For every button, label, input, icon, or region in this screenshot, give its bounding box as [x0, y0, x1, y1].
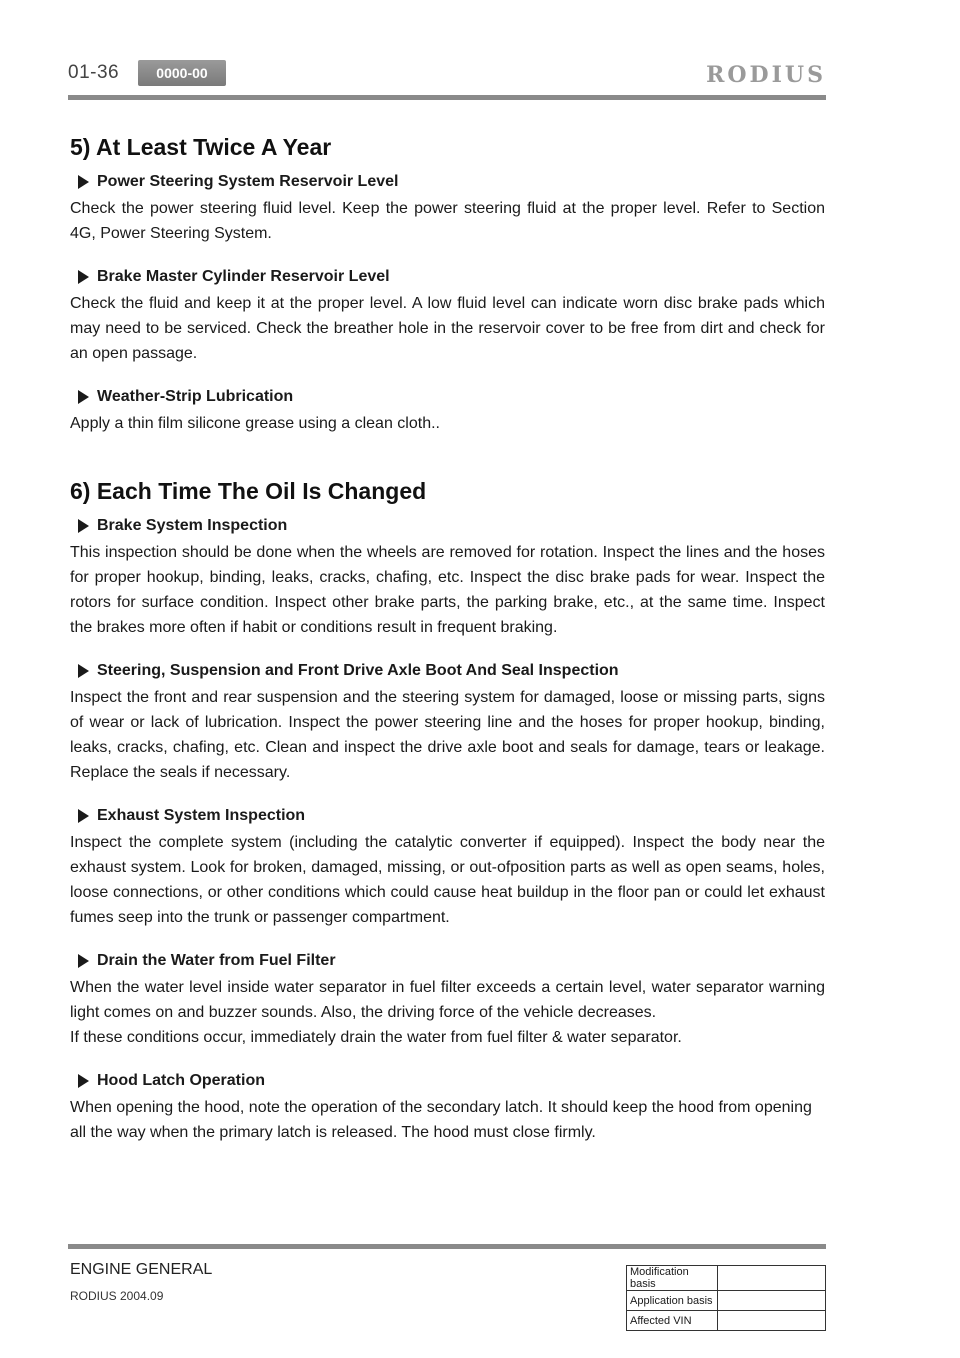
triangle-bullet-icon [78, 1074, 89, 1088]
list-item [70, 1072, 825, 1145]
table-cell-value [718, 1291, 826, 1311]
footer-subtitle: RODIUS 2004.09 [70, 1289, 164, 1303]
section-title: 5) At Least Twice A Year [70, 134, 332, 160]
table-row [627, 1291, 826, 1311]
triangle-bullet-icon [78, 664, 89, 678]
section [70, 134, 825, 436]
list-item [70, 662, 825, 785]
table-cell-label: Application basis [627, 1291, 718, 1311]
table-row [627, 1311, 826, 1331]
item-paragraph: Inspect the front and rear suspension and the steering system for damaged, loose or missing parts, signs of wear or lack of lubrication. Inspect the power steering line and the hoses for proper hookup, binding, leaks, cracks, chafing, etc. Clean and inspect the drive axle boot and seals for damage, tears or leakage. Replace the seals if necessary. [70, 689, 825, 781]
item-heading: Power Steering System Reservoir Level [97, 173, 399, 190]
triangle-bullet-icon [78, 809, 89, 823]
item-heading: Weather-Strip Lubrication [97, 388, 294, 405]
section [70, 478, 825, 1145]
item-heading: Exhaust System Inspection [97, 807, 306, 824]
table-cell-value [718, 1266, 826, 1291]
triangle-bullet-icon [78, 175, 89, 189]
item-paragraph: Apply a thin film silicone grease using a clean cloth.. [70, 415, 440, 432]
item-heading: Brake System Inspection [97, 517, 288, 534]
triangle-bullet-icon [78, 390, 89, 404]
brand-logo: RODIUS [706, 62, 826, 88]
main-content [70, 134, 825, 1167]
item-paragraph: When the water level inside water separator in fuel filter exceeds a certain level, water separator warning light comes on and buzzer sounds. Also, the driving force of the vehicle decreases. [70, 979, 825, 1021]
item-heading: Hood Latch Operation [97, 1072, 265, 1089]
triangle-bullet-icon [78, 954, 89, 968]
table-cell-label: Affected VIN [627, 1311, 718, 1331]
list-item [70, 268, 825, 366]
item-paragraph: Check the power steering fluid level. Keep the power steering fluid at the proper level. Refer to Section 4G, Power Steering System. [70, 200, 825, 242]
triangle-bullet-icon [78, 519, 89, 533]
item-heading: Drain the Water from Fuel Filter [97, 952, 336, 969]
revision-info-table [626, 1265, 826, 1331]
list-item [70, 388, 825, 436]
table-row [627, 1266, 826, 1291]
item-paragraph: If these conditions occur, immediately drain the water from fuel filter & water separator. [70, 1029, 682, 1046]
list-item [70, 807, 825, 930]
table-cell-value [718, 1311, 826, 1331]
header-rule [68, 95, 826, 100]
item-paragraph: Check the fluid and keep it at the proper level. A low fluid level can indicate worn disc brake pads which may need to be serviced. Check the breather hole in the reservoir cover to be free from dirt and check for an open passage. [70, 295, 825, 362]
section-title: 6) Each Time The Oil Is Changed [70, 478, 427, 504]
list-item [70, 952, 825, 1050]
item-paragraph: When opening the hood, note the operation of the secondary latch. It should keep the hood from opening all the way when the primary latch is released. The hood must close firmly. [70, 1099, 812, 1141]
list-item [70, 173, 825, 246]
item-paragraph: This inspection should be done when the wheels are removed for rotation. Inspect the lines and the hoses for proper hookup, binding, leaks, cracks, chafing, etc. Inspect the disc brake pads for wear. Inspect the rotors for surface condition. Inspect other brake parts, the parking brake, etc., at the same time. Inspect the brakes more often if habit or conditions result in frequent braking. [70, 544, 825, 636]
page-number: 01-36 [68, 62, 120, 83]
item-heading: Steering, Suspension and Front Drive Axle Boot And Seal Inspection [97, 662, 619, 679]
list-item [70, 517, 825, 640]
triangle-bullet-icon [78, 270, 89, 284]
footer-title: ENGINE GENERAL [70, 1261, 213, 1278]
table-cell-label: Modification basis [627, 1266, 718, 1291]
footer-rule [68, 1244, 826, 1249]
page-header [0, 0, 960, 110]
section-code-badge: 0000-00 [138, 60, 226, 86]
item-paragraph: Inspect the complete system (including the catalytic converter if equipped). Inspect the body near the exhaust system. Look for broken, damaged, missing, or out-ofposition parts as well as open seams, holes, loose connections, or other conditions which could cause heat buildup in the floor pan or could let exhaust fumes seep into the trunk or passenger compartment. [70, 834, 825, 926]
item-heading: Brake Master Cylinder Reservoir Level [97, 268, 390, 285]
